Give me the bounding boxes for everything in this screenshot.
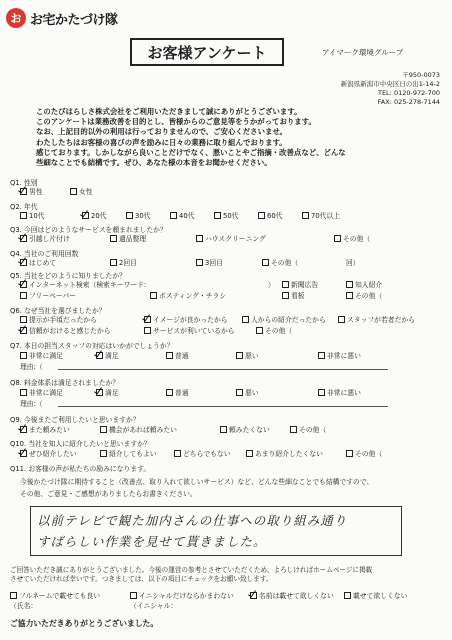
q9-option-again[interactable]: また頼みたい <box>20 424 70 434</box>
q11-label: Q11. お客様の声が私たちの励みになります。 <box>10 465 151 473</box>
publish-option-no-name[interactable]: 名前は載せて欲しくない <box>250 590 334 600</box>
checkbox-checked-icon[interactable] <box>20 281 27 288</box>
q3-label: Q3. 今回はどのようなサービスを頼まれましたか？ <box>10 226 167 234</box>
q11-text-2: その他、ご意見・ご感想がありましたらお書きください。 <box>20 490 197 498</box>
q5-option-referral[interactable]: 知人紹介 <box>346 279 382 289</box>
intro-line: このアンケートは業務改善を目的とし、皆様からのご意見等をうかがっております。 <box>36 117 316 127</box>
q7-option-satisfied[interactable]: 満足 <box>96 350 119 360</box>
thank-you-message: ご協力いただきありがとうございました。 <box>10 619 159 628</box>
q6-option-trust[interactable]: 信頼がおけると感じたから <box>20 325 111 335</box>
q2-label: Q2. 年代 <box>10 203 38 211</box>
phone-number: TEL: 0120-972-700 <box>377 89 440 97</box>
q8-option-very-bad[interactable]: 非常に悪い <box>318 387 361 397</box>
checkbox-icon[interactable] <box>318 389 325 396</box>
q7-option-bad[interactable]: 悪い <box>236 350 259 360</box>
postal-code: 〒950-0073 <box>402 71 440 79</box>
checkbox-icon[interactable] <box>144 327 151 334</box>
checkbox-icon[interactable] <box>236 389 243 396</box>
initial-field-label: （イニシャル： <box>130 602 178 610</box>
q3-option-other[interactable]: その他（ <box>334 233 370 243</box>
q7-reason: 理由:（ <box>20 363 43 371</box>
q1-option-male[interactable]: 男性 <box>20 186 43 196</box>
q6-option-staff[interactable]: スタッフが若者だから <box>338 314 415 324</box>
q5-option-internet[interactable]: インターネット検索（検索キーワード: <box>20 279 146 289</box>
logo-text: お宅かたづけ隊 <box>30 12 118 28</box>
checkbox-icon[interactable] <box>344 592 351 599</box>
checkbox-icon[interactable] <box>302 212 309 219</box>
checkbox-checked-icon[interactable] <box>20 426 27 433</box>
checkbox-icon[interactable] <box>262 259 269 266</box>
q3-option-cleaning[interactable]: ハウスクリーニング <box>196 233 266 243</box>
checkbox-icon[interactable] <box>214 212 221 219</box>
q2-option-30s[interactable]: 30代 <box>126 210 150 220</box>
footer-line: ご回答いただき誠にありがとうございました。今後の運営の参考とさせていただくため、よろしければホームページに掲載 <box>10 566 373 574</box>
checkbox-icon[interactable] <box>258 212 265 219</box>
checkbox-icon[interactable] <box>166 389 173 396</box>
checkbox-icon[interactable] <box>150 292 157 299</box>
q1-label: Q1. 性別 <box>10 179 38 187</box>
checkbox-icon[interactable] <box>346 292 353 299</box>
company-address <box>341 71 440 107</box>
q8-reason: 理由:（ <box>20 400 43 408</box>
q7-option-very-bad[interactable]: 非常に悪い <box>318 350 361 360</box>
street-address: 新潟県新潟市中央区日の出1-14-2 <box>340 80 440 88</box>
q6-option-other[interactable]: その他（ <box>256 325 292 335</box>
q10-label: Q10. 当社を知人に紹介したいと思いますか？ <box>10 440 151 448</box>
q4-times-suffix: 回） <box>346 259 360 267</box>
checkbox-icon[interactable] <box>20 389 27 396</box>
q8-option-satisfied[interactable]: 満足 <box>96 387 119 397</box>
q10-option-neutral[interactable]: どちらでもない <box>174 448 231 458</box>
checkbox-icon[interactable] <box>100 426 107 433</box>
checkbox-icon[interactable] <box>346 281 353 288</box>
q9-option-no[interactable]: 頼みたくない <box>220 424 270 434</box>
checkbox-icon[interactable] <box>20 292 27 299</box>
checkbox-icon[interactable] <box>282 292 289 299</box>
checkbox-checked-icon[interactable] <box>250 592 257 599</box>
q7-reason-line[interactable] <box>58 369 388 370</box>
publish-option-initial[interactable]: イニシャルだけならかまわない <box>130 590 234 600</box>
q11-text-1: 今後かたづけ隊に期待すること（改善点、取り入れて欲しいサービス）など、どんな些細なことでも結構ですので、 <box>20 478 374 486</box>
name-field-label: （氏名： <box>10 602 38 610</box>
q2-option-20s[interactable]: 20代 <box>82 210 106 220</box>
checkbox-icon[interactable] <box>20 316 27 323</box>
q7-label: Q7. 本日の担当スタッフの対応はいかがでしょうか？ <box>10 342 174 350</box>
q5-option-other[interactable]: その他（ <box>346 290 382 300</box>
q6-option-referral[interactable]: 人からの紹介だったから <box>242 314 326 324</box>
q8-option-very-satisfied[interactable]: 非常に満足 <box>20 387 63 397</box>
checkbox-icon[interactable] <box>196 259 203 266</box>
q2-option-60s[interactable]: 60代 <box>258 210 282 220</box>
checkbox-checked-icon[interactable] <box>20 188 27 195</box>
checkbox-icon[interactable] <box>20 352 27 359</box>
q5-option-newspaper[interactable]: 新聞広告 <box>282 279 318 289</box>
intro-line: 些細なことでも結構です。ぜひ、あなた様の本音をお聞かせください。 <box>36 158 272 168</box>
q8-reason-line[interactable] <box>58 406 388 407</box>
handwritten-comment-line: すばらしい作業を見せて貰きました。 <box>37 534 267 549</box>
checkbox-icon[interactable] <box>338 316 345 323</box>
checkbox-checked-icon[interactable] <box>20 327 27 334</box>
checkbox-icon[interactable] <box>166 352 173 359</box>
q4-option-other[interactable]: その他（ <box>262 257 298 267</box>
checkbox-icon[interactable] <box>346 450 353 457</box>
checkbox-icon[interactable] <box>220 426 227 433</box>
checkbox-checked-icon[interactable] <box>96 352 103 359</box>
comment-textarea[interactable] <box>30 506 402 556</box>
intro-line: わたしたちはお客様の喜びの声を励みに日々の業務に取り組んでおります。 <box>36 137 287 147</box>
checkbox-checked-icon[interactable] <box>144 316 151 323</box>
q9-label: Q9. 今後またご利用したいと思いますか？ <box>10 416 140 424</box>
q10-option-definitely[interactable]: ぜひ紹介したい <box>20 448 77 458</box>
checkbox-icon[interactable] <box>170 212 177 219</box>
q1-option-female[interactable]: 女性 <box>70 186 93 196</box>
checkbox-icon[interactable] <box>282 281 289 288</box>
brand-logo <box>6 6 128 30</box>
q5-option-signboard[interactable]: 看板 <box>282 290 305 300</box>
q9-option-maybe[interactable]: 機会があれば頼みたい <box>100 424 177 434</box>
publish-option-fullname[interactable]: フルネームで載せても良い <box>10 590 100 600</box>
checkbox-checked-icon[interactable] <box>20 259 27 266</box>
q8-label: Q8. 料金体系は満足されましたか？ <box>10 379 120 387</box>
q3-option-estate[interactable]: 遺品整理 <box>110 233 146 243</box>
checkbox-icon[interactable] <box>100 450 107 457</box>
q6-option-price[interactable]: 提示が手頃だったから <box>20 314 97 324</box>
intro-line: 感じております。しかしながら良いことだけでなく、悪いことやご指摘・改善点など、どんな <box>36 147 346 157</box>
q10-option-ok[interactable]: 紹介してもよい <box>100 448 157 458</box>
checkbox-checked-icon[interactable] <box>82 212 89 219</box>
checkbox-icon[interactable] <box>174 450 181 457</box>
q3-option-moving[interactable]: 引越し片付け <box>20 233 70 243</box>
q10-option-other[interactable]: その他（ <box>346 448 382 458</box>
checkbox-checked-icon[interactable] <box>20 235 27 242</box>
company-name: アイマーク環境グループ <box>322 48 404 57</box>
checkbox-icon[interactable] <box>110 259 117 266</box>
q6-option-image[interactable]: イメージが良かったから <box>144 314 228 324</box>
intro-text <box>36 107 346 168</box>
q5-option-posting[interactable]: ポスティング・チラシ <box>150 290 226 300</box>
checkbox-icon[interactable] <box>10 592 17 599</box>
q2-option-40s[interactable]: 40代 <box>170 210 194 220</box>
intro-line: なお、上記目的以外の利用は行っておりませんので、ご安心くださいませ。 <box>36 127 287 137</box>
logo-mark-icon: お <box>6 8 26 28</box>
q2-option-70s[interactable]: 70代以上 <box>302 210 340 220</box>
q10-option-rather-not[interactable]: あまり紹介したくない <box>246 448 323 458</box>
checkbox-checked-icon[interactable] <box>20 450 27 457</box>
footer-line: させていただければ幸いです。つきましては、以下の項目にチェックをお願い致します。 <box>10 575 273 583</box>
q5-label: Q5. 当社をどのように知りましたか？ <box>10 272 126 280</box>
q7-option-normal[interactable]: 普通 <box>166 350 189 360</box>
checkbox-icon[interactable] <box>130 592 137 599</box>
checkbox-icon[interactable] <box>126 212 133 219</box>
q4-option-third[interactable]: 3回目 <box>196 257 223 267</box>
q4-label: Q4. 当社のご利用回数 <box>10 250 79 258</box>
q9-option-other[interactable]: その他（ <box>290 424 326 434</box>
checkbox-icon[interactable] <box>246 450 253 457</box>
q2-option-10s[interactable]: 10代 <box>20 210 44 220</box>
intro-line: このたびはらしさ株式会社をご利用いただきまして誠にありがとうございます。 <box>36 107 302 116</box>
checkbox-icon[interactable] <box>196 235 203 242</box>
checkbox-icon[interactable] <box>242 316 249 323</box>
q8-option-normal[interactable]: 普通 <box>166 387 189 397</box>
q2-option-50s[interactable]: 50代 <box>214 210 238 220</box>
page-title: お客様アンケート <box>130 38 284 66</box>
publish-option-none[interactable]: 載せて欲しくない <box>344 590 407 600</box>
checkbox-icon[interactable] <box>318 352 325 359</box>
fax-number: FAX: 025-278-7144 <box>377 98 440 106</box>
q5-paren-close: ） <box>268 281 275 289</box>
q8-option-bad[interactable]: 悪い <box>236 387 259 397</box>
checkbox-icon[interactable] <box>20 212 27 219</box>
checkbox-checked-icon[interactable] <box>96 389 103 396</box>
checkbox-icon[interactable] <box>256 327 263 334</box>
checkbox-icon[interactable] <box>334 235 341 242</box>
q4-option-second[interactable]: 2回目 <box>110 257 137 267</box>
q6-option-service[interactable]: サービスが利いているから <box>144 325 235 335</box>
q7-option-very-satisfied[interactable]: 非常に満足 <box>20 350 63 360</box>
q5-option-freepaper[interactable]: フリーペーパー <box>20 290 76 300</box>
checkbox-icon[interactable] <box>110 235 117 242</box>
checkbox-icon[interactable] <box>70 188 77 195</box>
q6-label: Q6. なぜ当社を選びましたか？ <box>10 307 106 315</box>
checkbox-icon[interactable] <box>290 426 297 433</box>
q4-option-first[interactable]: はじめて <box>20 257 56 267</box>
publish-consent-text <box>10 566 372 584</box>
handwritten-comment-line: 以前テレビで観た加内さんの仕事への取り組み通り <box>37 513 348 528</box>
checkbox-icon[interactable] <box>236 352 243 359</box>
